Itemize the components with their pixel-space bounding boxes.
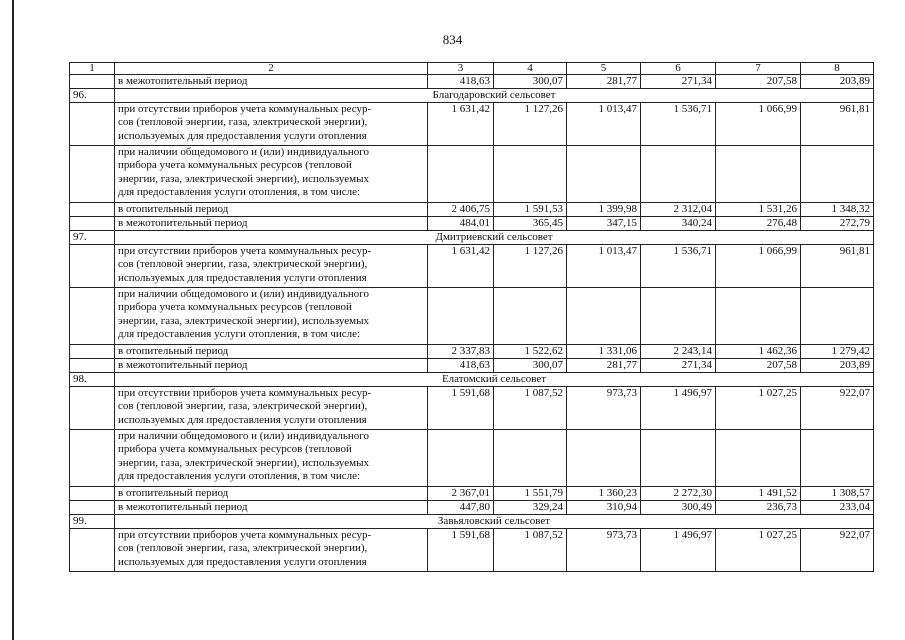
value-cell: 1 591,68 bbox=[428, 529, 494, 572]
value-cell: 207,58 bbox=[716, 359, 801, 373]
value-cell bbox=[716, 146, 801, 203]
value-cell: 1 127,26 bbox=[494, 245, 567, 288]
value-cell: 447,80 bbox=[428, 501, 494, 515]
row-label: при отсутствии приборов учета коммунальных ресур- сов (тепловой энергии, газа, электрической энергии), используемых для предоставления услуги отопления bbox=[115, 529, 428, 572]
value-cell: 300,07 bbox=[494, 359, 567, 373]
value-cell bbox=[494, 288, 567, 345]
value-cell bbox=[641, 288, 716, 345]
value-cell: 365,45 bbox=[494, 217, 567, 231]
value-cell: 300,07 bbox=[494, 75, 567, 89]
table-row bbox=[70, 146, 874, 203]
row-index-cell bbox=[70, 501, 115, 515]
column-header-row bbox=[70, 63, 874, 75]
row-label: при отсутствии приборов учета коммунальных ресур- сов (тепловой энергии, газа, электрической энергии), используемых для предоставления услуги отопления bbox=[115, 245, 428, 288]
tariff-table bbox=[69, 62, 874, 572]
value-cell: 1 496,97 bbox=[641, 387, 716, 430]
value-cell: 484,01 bbox=[428, 217, 494, 231]
value-cell: 207,58 bbox=[716, 75, 801, 89]
row-index-cell bbox=[70, 430, 115, 487]
value-cell: 1 331,06 bbox=[567, 345, 641, 359]
value-cell: 1 013,47 bbox=[567, 103, 641, 146]
section-row bbox=[70, 89, 874, 103]
value-cell: 233,04 bbox=[801, 501, 874, 515]
value-cell bbox=[494, 146, 567, 203]
row-label: при наличии общедомового и (или) индивидуального прибора учета коммунальных ресурсов (тепловой энергии, газа, электрической энергии), используемых для предоставления услуги отопления, в том числе: bbox=[115, 146, 428, 203]
value-cell: 961,81 bbox=[801, 245, 874, 288]
table-row bbox=[70, 75, 874, 89]
value-cell: 281,77 bbox=[567, 359, 641, 373]
row-index-cell bbox=[70, 487, 115, 501]
value-cell: 1 491,52 bbox=[716, 487, 801, 501]
value-cell: 961,81 bbox=[801, 103, 874, 146]
value-cell: 2 272,30 bbox=[641, 487, 716, 501]
value-cell bbox=[428, 430, 494, 487]
section-title: Завьяловский сельсовет bbox=[115, 515, 874, 529]
value-cell: 922,07 bbox=[801, 387, 874, 430]
section-index: 98. bbox=[70, 373, 115, 387]
value-cell: 1 087,52 bbox=[494, 529, 567, 572]
section-title: Елатомский сельсовет bbox=[115, 373, 874, 387]
row-index-cell bbox=[70, 75, 115, 89]
value-cell: 1 013,47 bbox=[567, 245, 641, 288]
value-cell: 1 522,62 bbox=[494, 345, 567, 359]
value-cell: 2 337,83 bbox=[428, 345, 494, 359]
row-label: в межотопительный период bbox=[115, 359, 428, 373]
value-cell: 1 027,25 bbox=[716, 387, 801, 430]
value-cell: 1 462,36 bbox=[716, 345, 801, 359]
section-index: 99. bbox=[70, 515, 115, 529]
value-cell: 1 360,23 bbox=[567, 487, 641, 501]
row-index-cell bbox=[70, 288, 115, 345]
table-row bbox=[70, 529, 874, 572]
row-label: в межотопительный период bbox=[115, 501, 428, 515]
value-cell: 329,24 bbox=[494, 501, 567, 515]
value-cell bbox=[494, 430, 567, 487]
value-cell: 347,15 bbox=[567, 217, 641, 231]
value-cell: 281,77 bbox=[567, 75, 641, 89]
value-cell bbox=[428, 288, 494, 345]
value-cell: 340,24 bbox=[641, 217, 716, 231]
row-index-cell bbox=[70, 146, 115, 203]
value-cell: 203,89 bbox=[801, 75, 874, 89]
value-cell: 2 406,75 bbox=[428, 203, 494, 217]
value-cell: 310,94 bbox=[567, 501, 641, 515]
value-cell: 1 027,25 bbox=[716, 529, 801, 572]
value-cell: 1 536,71 bbox=[641, 245, 716, 288]
value-cell: 973,73 bbox=[567, 387, 641, 430]
table-row bbox=[70, 501, 874, 515]
column-header: 8 bbox=[801, 63, 874, 75]
value-cell bbox=[567, 430, 641, 487]
row-index-cell bbox=[70, 203, 115, 217]
value-cell: 1 066,99 bbox=[716, 245, 801, 288]
table-row bbox=[70, 288, 874, 345]
row-index-cell bbox=[70, 345, 115, 359]
row-label: при наличии общедомового и (или) индивидуального прибора учета коммунальных ресурсов (тепловой энергии, газа, электрической энергии), используемых для предоставления услуги отопления, в том числе: bbox=[115, 288, 428, 345]
row-index-cell bbox=[70, 103, 115, 146]
value-cell: 203,89 bbox=[801, 359, 874, 373]
value-cell: 1 531,26 bbox=[716, 203, 801, 217]
value-cell: 236,73 bbox=[716, 501, 801, 515]
table-body bbox=[70, 63, 874, 572]
row-label: при отсутствии приборов учета коммунальных ресур- сов (тепловой энергии, газа, электрической энергии), используемых для предоставления услуги отопления bbox=[115, 387, 428, 430]
value-cell: 973,73 bbox=[567, 529, 641, 572]
column-header: 1 bbox=[70, 63, 115, 75]
section-row bbox=[70, 515, 874, 529]
value-cell: 418,63 bbox=[428, 75, 494, 89]
value-cell: 1 591,68 bbox=[428, 387, 494, 430]
value-cell: 300,49 bbox=[641, 501, 716, 515]
value-cell bbox=[801, 146, 874, 203]
value-cell bbox=[567, 146, 641, 203]
row-label: в межотопительный период bbox=[115, 75, 428, 89]
value-cell: 271,34 bbox=[641, 75, 716, 89]
value-cell bbox=[641, 430, 716, 487]
row-index-cell bbox=[70, 387, 115, 430]
row-label: в отопительный период bbox=[115, 345, 428, 359]
section-row bbox=[70, 373, 874, 387]
value-cell bbox=[716, 288, 801, 345]
value-cell: 2 312,04 bbox=[641, 203, 716, 217]
row-index-cell bbox=[70, 359, 115, 373]
value-cell: 2 367,01 bbox=[428, 487, 494, 501]
page-edge-rule bbox=[12, 0, 14, 640]
value-cell: 272,79 bbox=[801, 217, 874, 231]
row-label: в межотопительный период bbox=[115, 217, 428, 231]
row-index-cell bbox=[70, 245, 115, 288]
value-cell: 418,63 bbox=[428, 359, 494, 373]
value-cell bbox=[801, 288, 874, 345]
value-cell bbox=[428, 146, 494, 203]
value-cell: 1 631,42 bbox=[428, 245, 494, 288]
table-row bbox=[70, 487, 874, 501]
column-header: 5 bbox=[567, 63, 641, 75]
value-cell: 1 127,26 bbox=[494, 103, 567, 146]
value-cell: 1 551,79 bbox=[494, 487, 567, 501]
value-cell bbox=[641, 146, 716, 203]
row-label: при наличии общедомового и (или) индивидуального прибора учета коммунальных ресурсов (тепловой энергии, газа, электрической энергии), используемых для предоставления услуги отопления, в том числе: bbox=[115, 430, 428, 487]
section-index: 97. bbox=[70, 231, 115, 245]
value-cell: 271,34 bbox=[641, 359, 716, 373]
table-row bbox=[70, 103, 874, 146]
column-header: 2 bbox=[115, 63, 428, 75]
value-cell: 1 087,52 bbox=[494, 387, 567, 430]
value-cell: 922,07 bbox=[801, 529, 874, 572]
section-index: 96. bbox=[70, 89, 115, 103]
table-row bbox=[70, 245, 874, 288]
value-cell bbox=[716, 430, 801, 487]
column-header: 6 bbox=[641, 63, 716, 75]
value-cell: 1 308,57 bbox=[801, 487, 874, 501]
row-index-cell bbox=[70, 529, 115, 572]
section-row bbox=[70, 231, 874, 245]
table-row bbox=[70, 217, 874, 231]
value-cell bbox=[567, 288, 641, 345]
column-header: 4 bbox=[494, 63, 567, 75]
table-row bbox=[70, 203, 874, 217]
value-cell: 1 348,32 bbox=[801, 203, 874, 217]
value-cell: 1 536,71 bbox=[641, 103, 716, 146]
table-row bbox=[70, 430, 874, 487]
page-number: 834 bbox=[442, 32, 463, 47]
table-row bbox=[70, 359, 874, 373]
value-cell: 2 243,14 bbox=[641, 345, 716, 359]
row-label: в отопительный период bbox=[115, 487, 428, 501]
table-row bbox=[70, 345, 874, 359]
value-cell: 1 591,53 bbox=[494, 203, 567, 217]
section-title: Благодаровский сельсовет bbox=[115, 89, 874, 103]
value-cell: 1 279,42 bbox=[801, 345, 874, 359]
value-cell bbox=[801, 430, 874, 487]
value-cell: 1 066,99 bbox=[716, 103, 801, 146]
row-label: в отопительный период bbox=[115, 203, 428, 217]
value-cell: 1 496,97 bbox=[641, 529, 716, 572]
column-header: 7 bbox=[716, 63, 801, 75]
value-cell: 276,48 bbox=[716, 217, 801, 231]
table-row bbox=[70, 387, 874, 430]
section-title: Дмитриевский сельсовет bbox=[115, 231, 874, 245]
value-cell: 1 399,98 bbox=[567, 203, 641, 217]
row-label: при отсутствии приборов учета коммунальных ресур- сов (тепловой энергии, газа, электрической энергии), используемых для предоставления услуги отопления bbox=[115, 103, 428, 146]
row-index-cell bbox=[70, 217, 115, 231]
column-header: 3 bbox=[428, 63, 494, 75]
value-cell: 1 631,42 bbox=[428, 103, 494, 146]
